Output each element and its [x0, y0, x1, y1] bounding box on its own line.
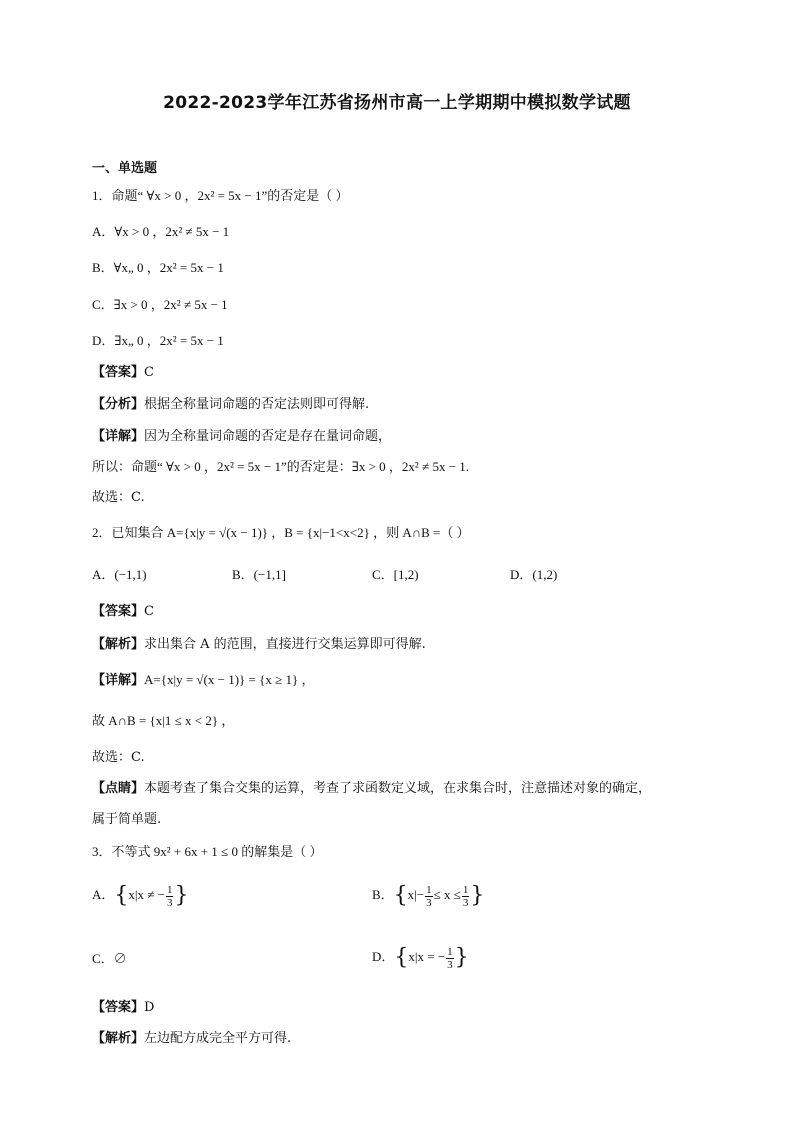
- detail-text: A={x|y = √(x − 1)} = {x ≥ 1} ，: [144, 672, 315, 687]
- answer-tag: 【答案】: [92, 604, 145, 619]
- option-prefix: B．: [372, 887, 394, 902]
- analysis-tag: 【分析】: [92, 397, 145, 412]
- page-title: 2022-2023学年江苏省扬州市高一上学期期中模拟数学试题: [163, 93, 631, 113]
- question-1-option-d: D．∃x„ 0 ，2x² = 5x − 1: [92, 333, 224, 348]
- question-3-stem: 3．不等式 9x² + 6x + 1 ≤ 0 的解集是（ ）: [92, 844, 323, 859]
- set-middle: ≤ x ≤: [433, 887, 461, 902]
- set-expression: x|x = −: [408, 949, 446, 964]
- analysis-text: 求出集合 A 的范围，直接进行交集运算即可得解.: [144, 637, 426, 652]
- fraction-denominator: 3: [426, 896, 432, 909]
- answer-tag: 【答案】: [92, 365, 145, 380]
- question-2-option-b: B．(−1,1]: [232, 567, 286, 582]
- fraction: [166, 884, 174, 909]
- fraction-denominator: 3: [462, 896, 469, 909]
- question-1-detail: [92, 428, 391, 446]
- fraction-numerator: 1: [166, 883, 173, 896]
- fraction: [446, 946, 454, 971]
- question-1-analysis: [92, 396, 369, 414]
- question-3-analysis: [92, 1030, 291, 1048]
- option-prefix: A．: [92, 887, 115, 902]
- question-3-option-b: [372, 878, 484, 913]
- question-1-choose: 故选：C.: [92, 490, 145, 505]
- right-brace: }: [470, 883, 485, 909]
- section-heading: 一、单选题: [92, 161, 158, 176]
- question-1-option-c: C．∃x > 0 ，2x² ≠ 5x − 1: [92, 297, 228, 312]
- answer-value: D: [144, 1000, 155, 1015]
- fraction-numerator: 1: [447, 945, 453, 958]
- detail-text: 因为全称量词命题的否定是存在量词命题，: [144, 429, 392, 444]
- question-2-option-a: A．(−1,1): [92, 567, 147, 582]
- fraction: [425, 884, 433, 909]
- question-1-answer: [92, 364, 154, 382]
- question-3-option-a: [92, 878, 188, 913]
- fraction: [462, 884, 470, 909]
- fraction-numerator: 1: [462, 883, 469, 896]
- question-1-stem: 1．命题“ ∀x > 0 ，2x² = 5x − 1”的否定是（ ）: [92, 188, 349, 203]
- question-2-detail: [92, 671, 314, 690]
- answer-tag: 【答案】: [92, 1000, 145, 1015]
- comment-tag: 【点睛】: [92, 781, 145, 796]
- analysis-tag: 【解析】: [92, 637, 145, 652]
- question-1-option-a: A．∀x > 0 ，2x² ≠ 5x − 1: [92, 224, 230, 239]
- question-1-detail-2: 所以：命题“ ∀x > 0 ，2x² = 5x − 1”的否定是：∃x > 0 ，2x² ≠ 5x − 1.: [92, 459, 470, 474]
- question-2-choose: 故选：C.: [92, 750, 145, 765]
- detail-tag: 【详解】: [92, 429, 145, 444]
- analysis-text: 左边配方成完全平方可得.: [144, 1031, 292, 1046]
- right-brace: }: [174, 883, 189, 909]
- analysis-tag: 【解析】: [92, 1031, 145, 1046]
- question-2-analysis: [92, 636, 426, 654]
- question-2-detail-2: 故 A∩B = {x|1 ≤ x < 2} ，: [92, 713, 235, 728]
- right-brace: }: [454, 945, 469, 971]
- set-expression: x|x ≠ −: [128, 887, 165, 902]
- answer-value: C: [144, 365, 154, 380]
- option-prefix: D．: [372, 949, 395, 964]
- detail-tag: 【详解】: [92, 673, 145, 688]
- question-2-option-d: D．(1,2): [510, 567, 558, 582]
- fraction-numerator: 1: [426, 883, 432, 896]
- question-2-answer: [92, 603, 154, 621]
- fraction-denominator: 3: [166, 896, 173, 909]
- fraction-denominator: 3: [447, 958, 453, 971]
- question-1-option-b: B．∀x„ 0 ，2x² = 5x − 1: [92, 260, 224, 275]
- analysis-text: 根据全称量词命题的否定法则即可得解.: [144, 397, 370, 412]
- question-3-option-d: [372, 940, 469, 975]
- set-expression: x|−: [407, 887, 425, 902]
- comment-text: 本题考查了集合交集的运算，考查了求函数定义域，在求集合时，注意描述对象的确定，: [144, 781, 652, 796]
- question-3-answer: [92, 999, 154, 1017]
- question-2-comment-2: 属于简单题.: [92, 812, 162, 827]
- left-brace: {: [114, 883, 129, 909]
- question-2-comment: [92, 780, 651, 798]
- question-3-option-c: C．∅: [92, 951, 127, 966]
- question-2-option-c: C．[1,2): [372, 567, 419, 582]
- question-2-stem: 2．已知集合 A={x|y = √(x − 1)} ，B = {x|−1<x<2} ，则 A∩B =（ ）: [92, 525, 470, 540]
- answer-value: C: [144, 604, 154, 619]
- left-brace: {: [393, 883, 408, 909]
- left-brace: {: [394, 945, 409, 971]
